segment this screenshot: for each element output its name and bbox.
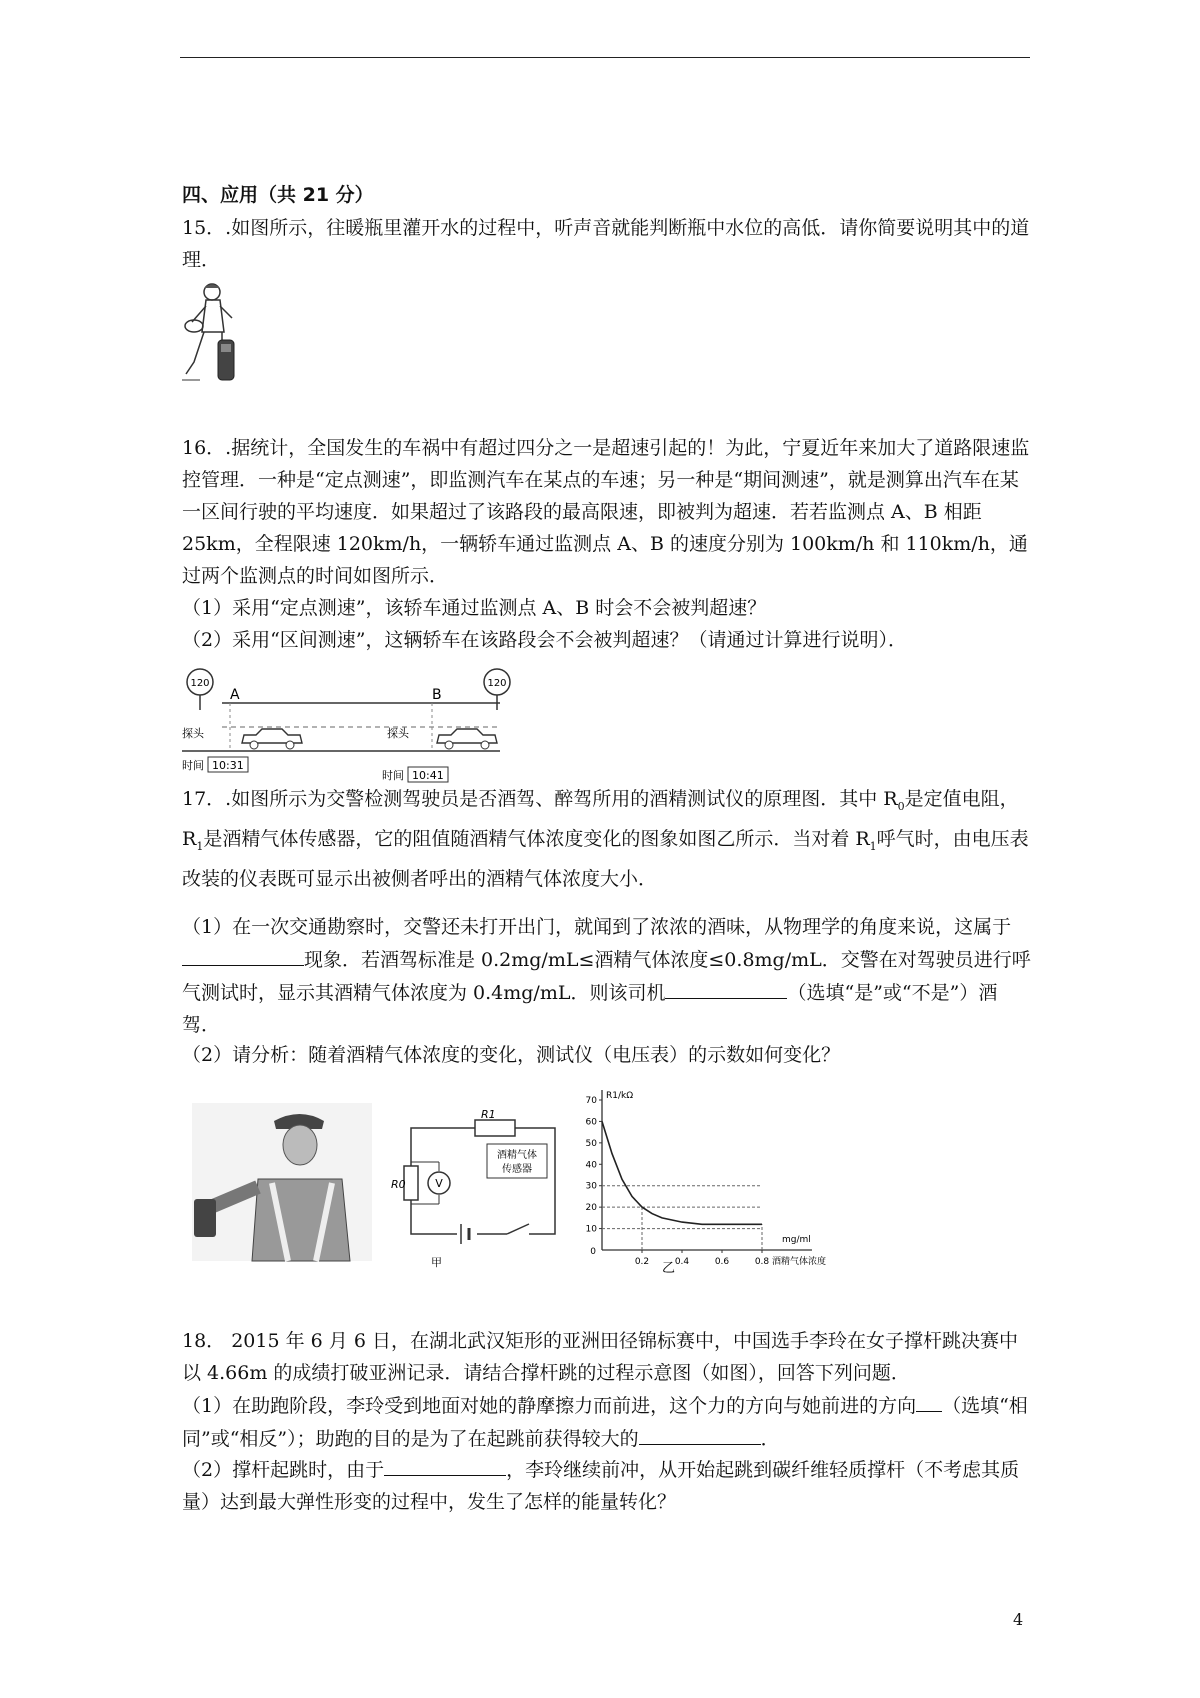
car-icon-left: [242, 729, 302, 749]
label-b: B: [432, 687, 442, 703]
question-16-part-2: （2）采用“区间测速”，这辆轿车在该路段会不会被判超速？（请通过计算进行说明）．: [182, 629, 908, 651]
section-title: 四、应用（共 21 分）: [182, 184, 374, 206]
y-tick-label: 70: [585, 1096, 597, 1106]
x-tick-label: 0.8: [754, 1257, 770, 1267]
x-axis-unit-label: mg/ml: [782, 1235, 811, 1245]
speed-limit-sign-left: [187, 669, 213, 710]
question-18-part-2: （2）撑杆起跳时，由于 ，李玲继续前冲，从开始起跳到碳纤维轻质撑杆（不考虑其质量）达到最大弹性形变的过程中，发生了怎样的能量转化？: [182, 1453, 1032, 1518]
header-rule: [180, 57, 1030, 58]
time-value-right: 10:41: [412, 769, 444, 782]
question-17-intro: 17．.如图所示为交警检测驾驶员是否酒驾、醉驾所用的酒精测试仪的原理图．其中 $R_0$是定值电阻，$R_1$是酒精气体传感器，它的阻值随酒精气体浓度变化的图象如图乙所示．当对着 $R_1$呼气时，由电压表改装的仪表既可显示出被侧者呼出的酒精气体浓度大小．: [182, 788, 1029, 890]
question-17-part-1: （1）在一次交通勘察时，交警还未打开出门，就闻到了浓浓的酒味，从物理学的角度来说，这属于现象．若酒驾标准是 0.2mg/mL≤酒精气体浓度≤0.8mg/mL．交警在对驾驶员进行呼气测试时，显示其酒精气体浓度为 0.4mg/mL．则该司机 （选填“是”或“不是”）酒驾．: [182, 916, 1031, 1036]
question-16: 16．.据统计，全国发生的车祸中有超过四分之一是超速引起的！为此，宁夏近年来加大了道路限速监控管理．一种是“定点测速”，即监测汽车在某点的车速；另一种是“期间测速”，就是测算出汽车在某一区间行驶的平均速度．如果超过了该路段的最高限速，即被判为超速．若若监测点 A、B 相距 25km，全程限速 120km/h，一辆轿车通过监测点 A、B 的速度分别为 100km/h 和 110km/h，通过两个监测点的时间如图所示．: [182, 437, 1030, 587]
series-line-0: [602, 1121, 762, 1224]
question-15: 15．.如图所示，往暖瓶里灌开水的过程中，听声音就能判断瓶中水位的高低．请你简要说明其中的道理．: [182, 217, 1030, 271]
car-icon-right: [437, 729, 497, 749]
y-tick-label: 10: [585, 1224, 597, 1235]
page-number: 4: [1013, 1610, 1024, 1629]
answer-blank-18-3[interactable]: [384, 1453, 506, 1476]
sensor-resistor-r1: [475, 1120, 515, 1136]
q16-figure-road-monitor: [182, 665, 522, 787]
figure-caption-yi: 乙: [662, 1261, 676, 1276]
sensor-label-1: 酒精气体: [497, 1150, 537, 1161]
y-tick-label: 30: [585, 1181, 597, 1192]
svg-text:V: V: [435, 1177, 443, 1190]
chart-svg: [584, 1082, 854, 1276]
y-tick-label: 50: [585, 1138, 597, 1149]
x-tick-label: 0.4: [674, 1257, 690, 1267]
time-value-left: 10:31: [212, 759, 244, 772]
figure-caption-jia: 甲: [431, 1256, 442, 1269]
speed-limit-sign-right: [484, 669, 510, 710]
q17-chart-resistance-vs-concentration: [584, 1082, 854, 1274]
x-tick-label: 0.6: [714, 1257, 730, 1267]
y-tick-label: 20: [585, 1203, 597, 1214]
y-tick-label: 0: [590, 1247, 596, 1257]
answer-blank-17-1[interactable]: [182, 943, 304, 966]
answer-blank-18-1[interactable]: [916, 1389, 942, 1412]
probe-label-left: 探头: [182, 727, 204, 740]
question-18-part-1: （1）在助跑阶段，李玲受到地面对她的静摩擦力而前进，这个力的方向与她前进的方向 （选填“相同”或“相反”）；助跑的目的是为了在起跳前获得较大的 ．: [182, 1389, 1032, 1455]
y-tick-label: 40: [585, 1160, 597, 1171]
svg-text:120: 120: [190, 678, 210, 689]
svg-text:120: 120: [487, 678, 507, 689]
y-axis-label: R1/kΩ: [606, 1091, 634, 1101]
answer-blank-18-2[interactable]: [639, 1422, 761, 1445]
sensor-label-2: 传感器: [502, 1164, 532, 1175]
question-16-part-1: （1）采用“定点测速”，该轿车通过监测点 A、B 时会不会被判超速？: [182, 597, 767, 619]
fixed-resistor-r0: [404, 1166, 418, 1200]
y-tick-label: 60: [585, 1117, 597, 1128]
r1-label: R1: [481, 1108, 496, 1121]
time-label-right: 时间: [382, 769, 404, 782]
probe-label-right: 探头: [387, 727, 409, 740]
x-axis-label: 酒精气体浓度: [772, 1257, 827, 1267]
question-17-part-2: （2）请分析：随着酒精气体浓度的变化，测试仪（电压表）的示数如何变化？: [182, 1044, 841, 1066]
q15-figure-boy-thermos: [180, 282, 250, 390]
q17-figure-traffic-police: [192, 1103, 372, 1265]
answer-blank-17-2[interactable]: [665, 976, 787, 999]
r0-label: R0: [391, 1178, 406, 1191]
q17-figure-circuit: [391, 1108, 565, 1274]
label-a: A: [230, 687, 240, 703]
time-label-left: 时间: [182, 759, 204, 772]
x-tick-label: 0.2: [634, 1257, 650, 1267]
question-18-intro: 18． 2015 年 6 月 6 日，在湖北武汉矩形的亚洲田径锦标赛中，中国选手李玲在女子撑杆跳决赛中以 4.66m 的成绩打破亚洲记录．请结合撑杆跳的过程示意图（如图），回答下列问题．: [182, 1330, 1018, 1384]
